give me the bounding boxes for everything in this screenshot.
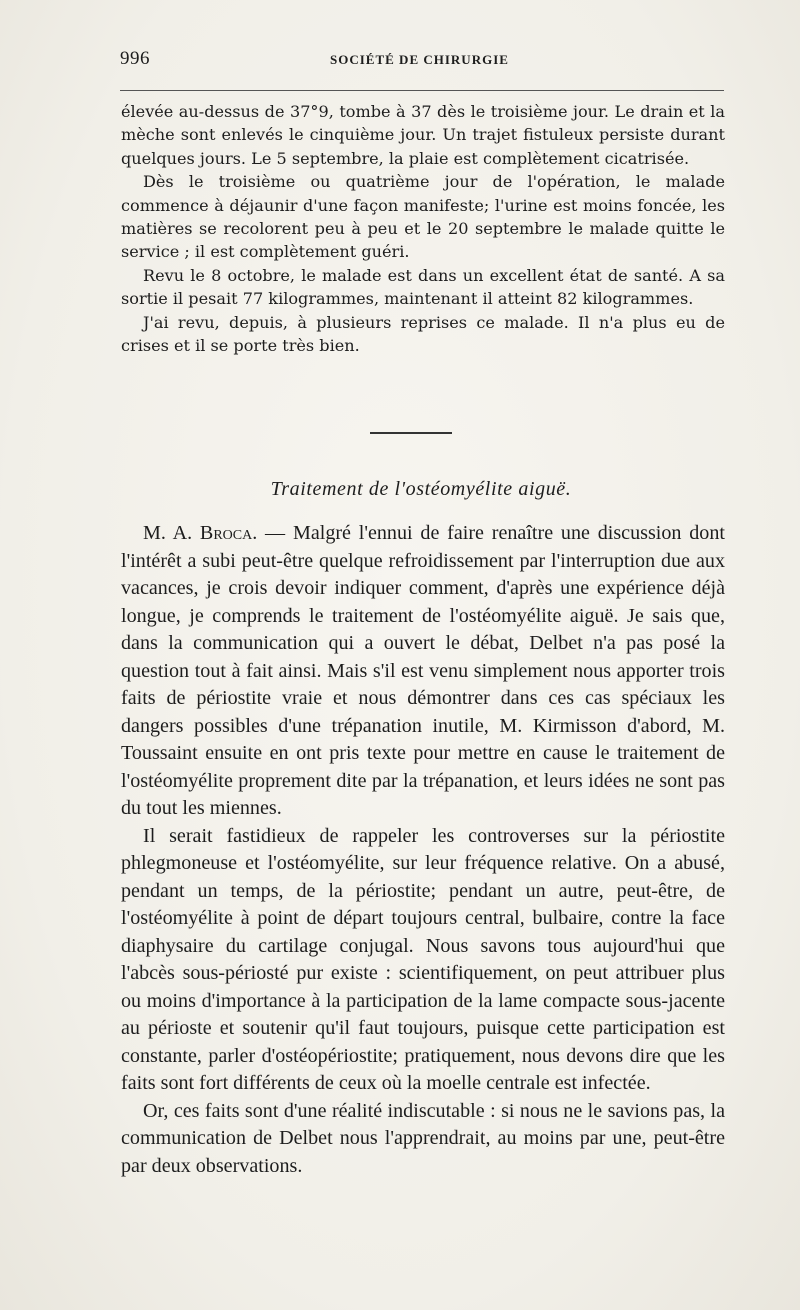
case-paragraph-3: Revu le 8 octobre, le malade est dans un excellent état de santé. A sa sortie il pesait 77 kilogrammes, maintenant il atteint 82 kilogrammes. (121, 265, 725, 309)
speaker-name: Broca (199, 522, 253, 544)
discussion-paragraph-1-text: . — Malgré l'ennui de faire renaître une discussion dont l'intérêt a subi peut-être quelque refroidissement par l'interruption due aux vacances, je crois devoir indiquer comment, d'après une expérience déjà longue, je comprends le traitement de l'ostéomyélite aiguë. Je sais que, dans la communication qui a ouvert le débat, Delbet n'a pas posé la question tout à fait ainsi. Mais s'il est venu simplement nous apporter trois faits de périostite vraie et nous démontrer dans ces cas spéciaux les dangers possibles d'une trépanation inutile, M. Kirmisson d'abord, M. Toussaint ensuite en ont pris texte pour mettre en cause le traitement de l'ostéomyélite proprement dite par la trépanation, et leurs idées ne sont pas du tout les miennes. (121, 522, 725, 819)
section-title: Traitement de l'ostéomyélite aiguë. (270, 478, 572, 500)
header-rule (120, 90, 724, 91)
case-paragraph-2: Dès le troisième ou quatrième jour de l'opération, le malade commence à déjaunir d'une façon manifeste; l'urine est moins foncée, les matières se recolorent peu à peu et le 20 septembre le malade quitte le service ; il est complètement guéri. (121, 172, 725, 262)
case-paragraph-1: élevée au-dessus de 37°9, tombe à 37 dès le troisième jour. Le drain et la mèche sont enlevés le cinquième jour. Un trajet fistuleux persiste durant quelques jours. Le 5 septembre, la plaie est complètement cicatrisée. (121, 102, 725, 168)
case-report-text (121, 100, 725, 357)
discussion-paragraph-3: Or, ces faits sont d'une réalité indiscutable : si nous ne le savions pas, la communication de Delbet nous l'apprendrait, au moins par une, peut-être par deux observations. (121, 1099, 725, 1177)
speaker-prefix: M. A. (143, 522, 200, 544)
page-number: 996 (120, 48, 150, 69)
running-head: SOCIÉTÉ DE CHIRURGIE (330, 52, 509, 67)
page-header (120, 48, 722, 74)
discussion-paragraph-2: Il serait fastidieux de rappeler les controverses sur la périostite phlegmoneuse et l'ostéomyélite, sur leur fréquence relative. On a abusé, pendant un temps, de la périostite; pendant un autre, peut-être, de l'ostéomyélite à point de départ toujours central, bulbaire, contre la face diaphysaire du cartilage conjugal. Nous savons tous aujourd'hui que l'abcès sous-périosté pur existe : scientifiquement, on peut attribuer plus ou moins d'importance à la participation de la lame compacte sous-jacente au périoste et soutenir qu'il faut toujours, puisque cette participation est constante, parler d'ostéopériostite; pratiquement, nous devons dire que les faits sont fort différents de ceux où la moelle centrale est infectée. (121, 824, 725, 1094)
section-divider (370, 432, 452, 434)
case-paragraph-4: J'ai revu, depuis, à plusieurs reprises ce malade. Il n'a plus eu de crises et il se porte très bien. (121, 312, 725, 356)
discussion-text (121, 520, 725, 1180)
discussion-paragraph-1 (121, 520, 725, 823)
